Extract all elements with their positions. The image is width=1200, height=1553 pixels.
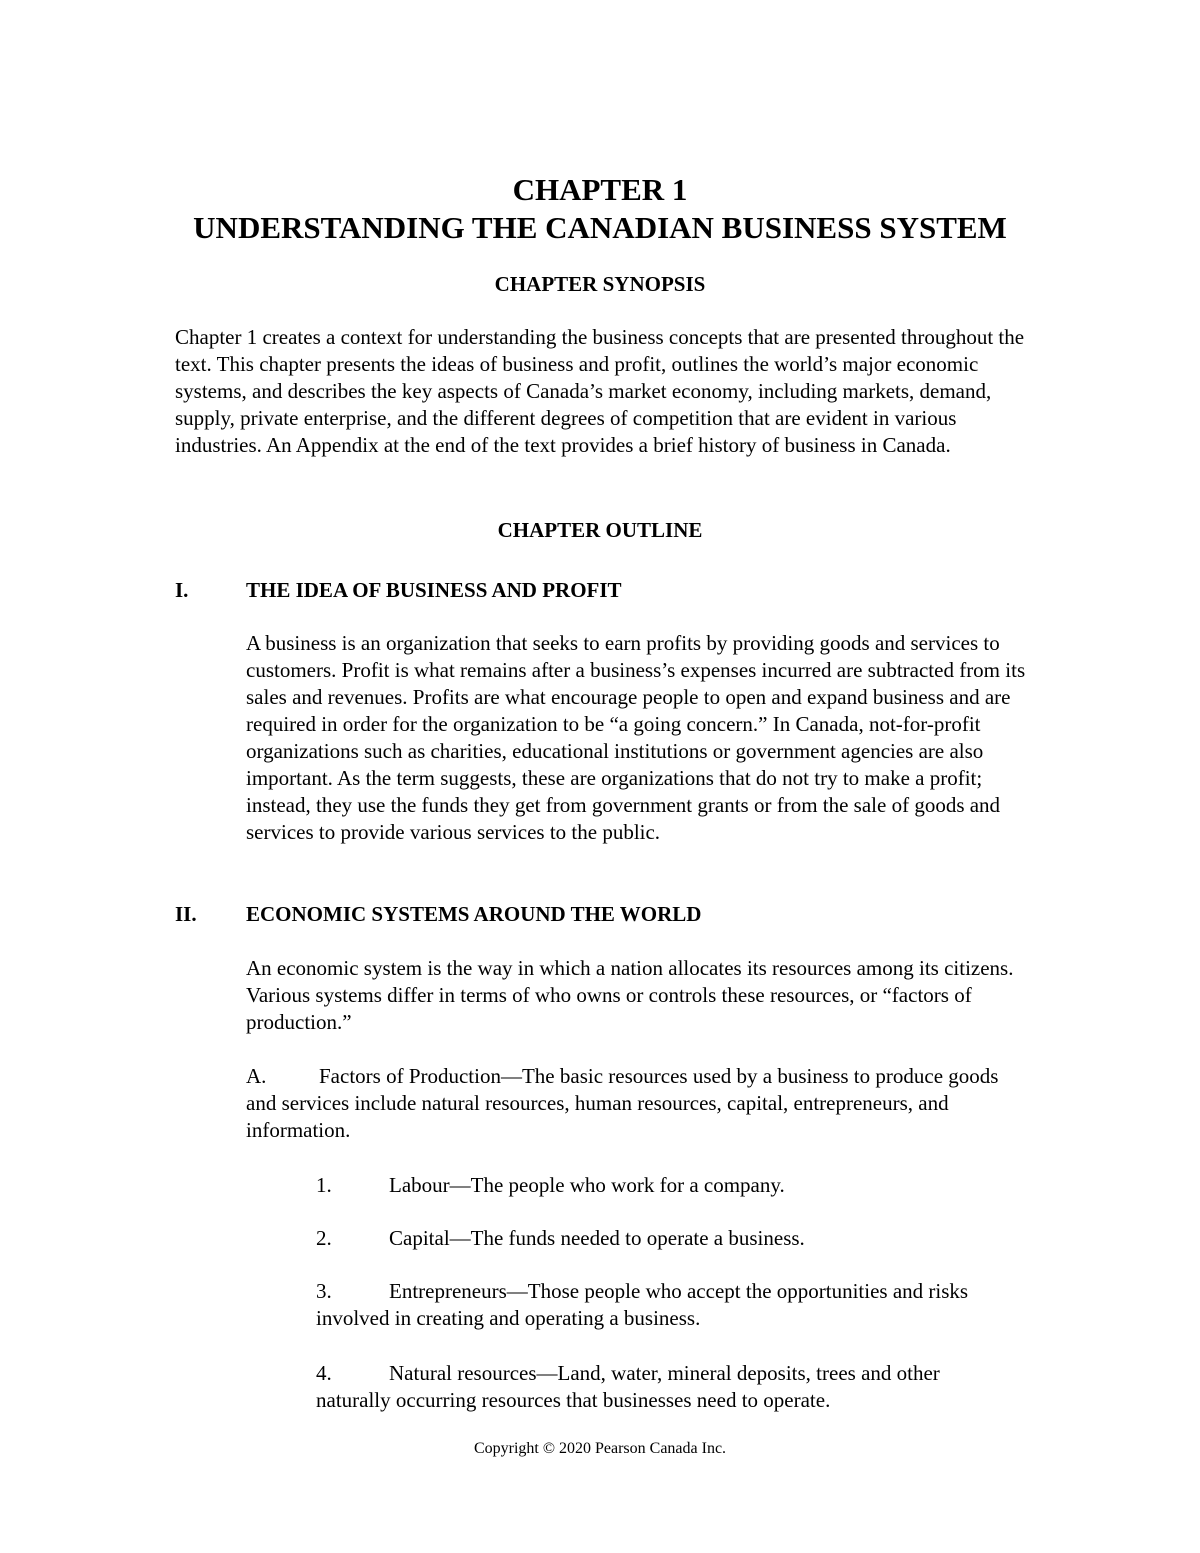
- section-1-title: THE IDEA OF BUSINESS AND PROFIT: [246, 578, 622, 602]
- list-item-text: Natural resources—Land, water, mineral deposits, trees and other naturally occurring resources that businesses need to operate.: [316, 1361, 940, 1412]
- list-item-label: 2.: [316, 1226, 332, 1250]
- list-item-label: 1.: [316, 1173, 332, 1197]
- copyright-footer: Copyright © 2020 Pearson Canada Inc.: [473, 1440, 727, 1457]
- list-item: [316, 1360, 1016, 1414]
- list-item: [316, 1172, 1016, 1199]
- section-2-title: ECONOMIC SYSTEMS AROUND THE WORLD: [246, 902, 702, 926]
- subsection-a: [246, 1063, 1031, 1144]
- list-item: [316, 1278, 1016, 1332]
- synopsis-text: Chapter 1 creates a context for understanding the business concepts that are presented throughout the text. This chapter presents the ideas of business and profit, outlines the world’s major economic systems, and describes the key aspects of Canada’s market economy, including markets, demand, supply, private enterprise, and the different degrees of competition that are evident in various industries. An Appendix at the end of the text provides a brief history of business in Canada.: [175, 325, 1025, 457]
- list-item-label: 4.: [316, 1361, 332, 1385]
- list-item-text: Capital—The funds needed to operate a business.: [389, 1226, 805, 1250]
- chapter-title: UNDERSTANDING THE CANADIAN BUSINESS SYSTEM: [193, 210, 1007, 245]
- list-item: [316, 1225, 1016, 1252]
- chapter-number: CHAPTER 1: [512, 172, 688, 207]
- synopsis-heading: CHAPTER SYNOPSIS: [494, 272, 706, 296]
- outline-heading: CHAPTER OUTLINE: [497, 518, 703, 542]
- section-2-number: II.: [175, 902, 197, 926]
- subsection-a-label: A.: [246, 1064, 267, 1088]
- subsection-a-text: Factors of Production—The basic resources used by a business to produce goods and services include natural resources, human resources, capital, entrepreneurs, and information.: [246, 1064, 999, 1142]
- section-1-number: I.: [175, 578, 189, 602]
- list-item-text: Labour—The people who work for a company.: [389, 1173, 785, 1197]
- section-2-text: An economic system is the way in which a nation allocates its resources among its citizens. Various systems differ in terms of who owns or controls these resources, or “factors of production.”: [246, 956, 1014, 1034]
- section-1-text: A business is an organization that seeks to earn profits by providing goods and services to customers. Profit is what remains after a business’s expenses incurred are subtracted from its sales and revenues. Profits are what encourage people to open and expand business and are required in order for the organization to be “a going concern.” In Canada, not-for-profit organizations such as charities, educational institutions or government agencies are also important. As the term suggests, these are organizations that do not try to make a profit; instead, they use the funds they get from government grants or from the sale of goods and services to provide various services to the public.: [246, 631, 1026, 844]
- list-item-label: 3.: [316, 1279, 332, 1303]
- list-item-text: Entrepreneurs—Those people who accept the opportunities and risks involved in creating and operating a business.: [316, 1279, 969, 1330]
